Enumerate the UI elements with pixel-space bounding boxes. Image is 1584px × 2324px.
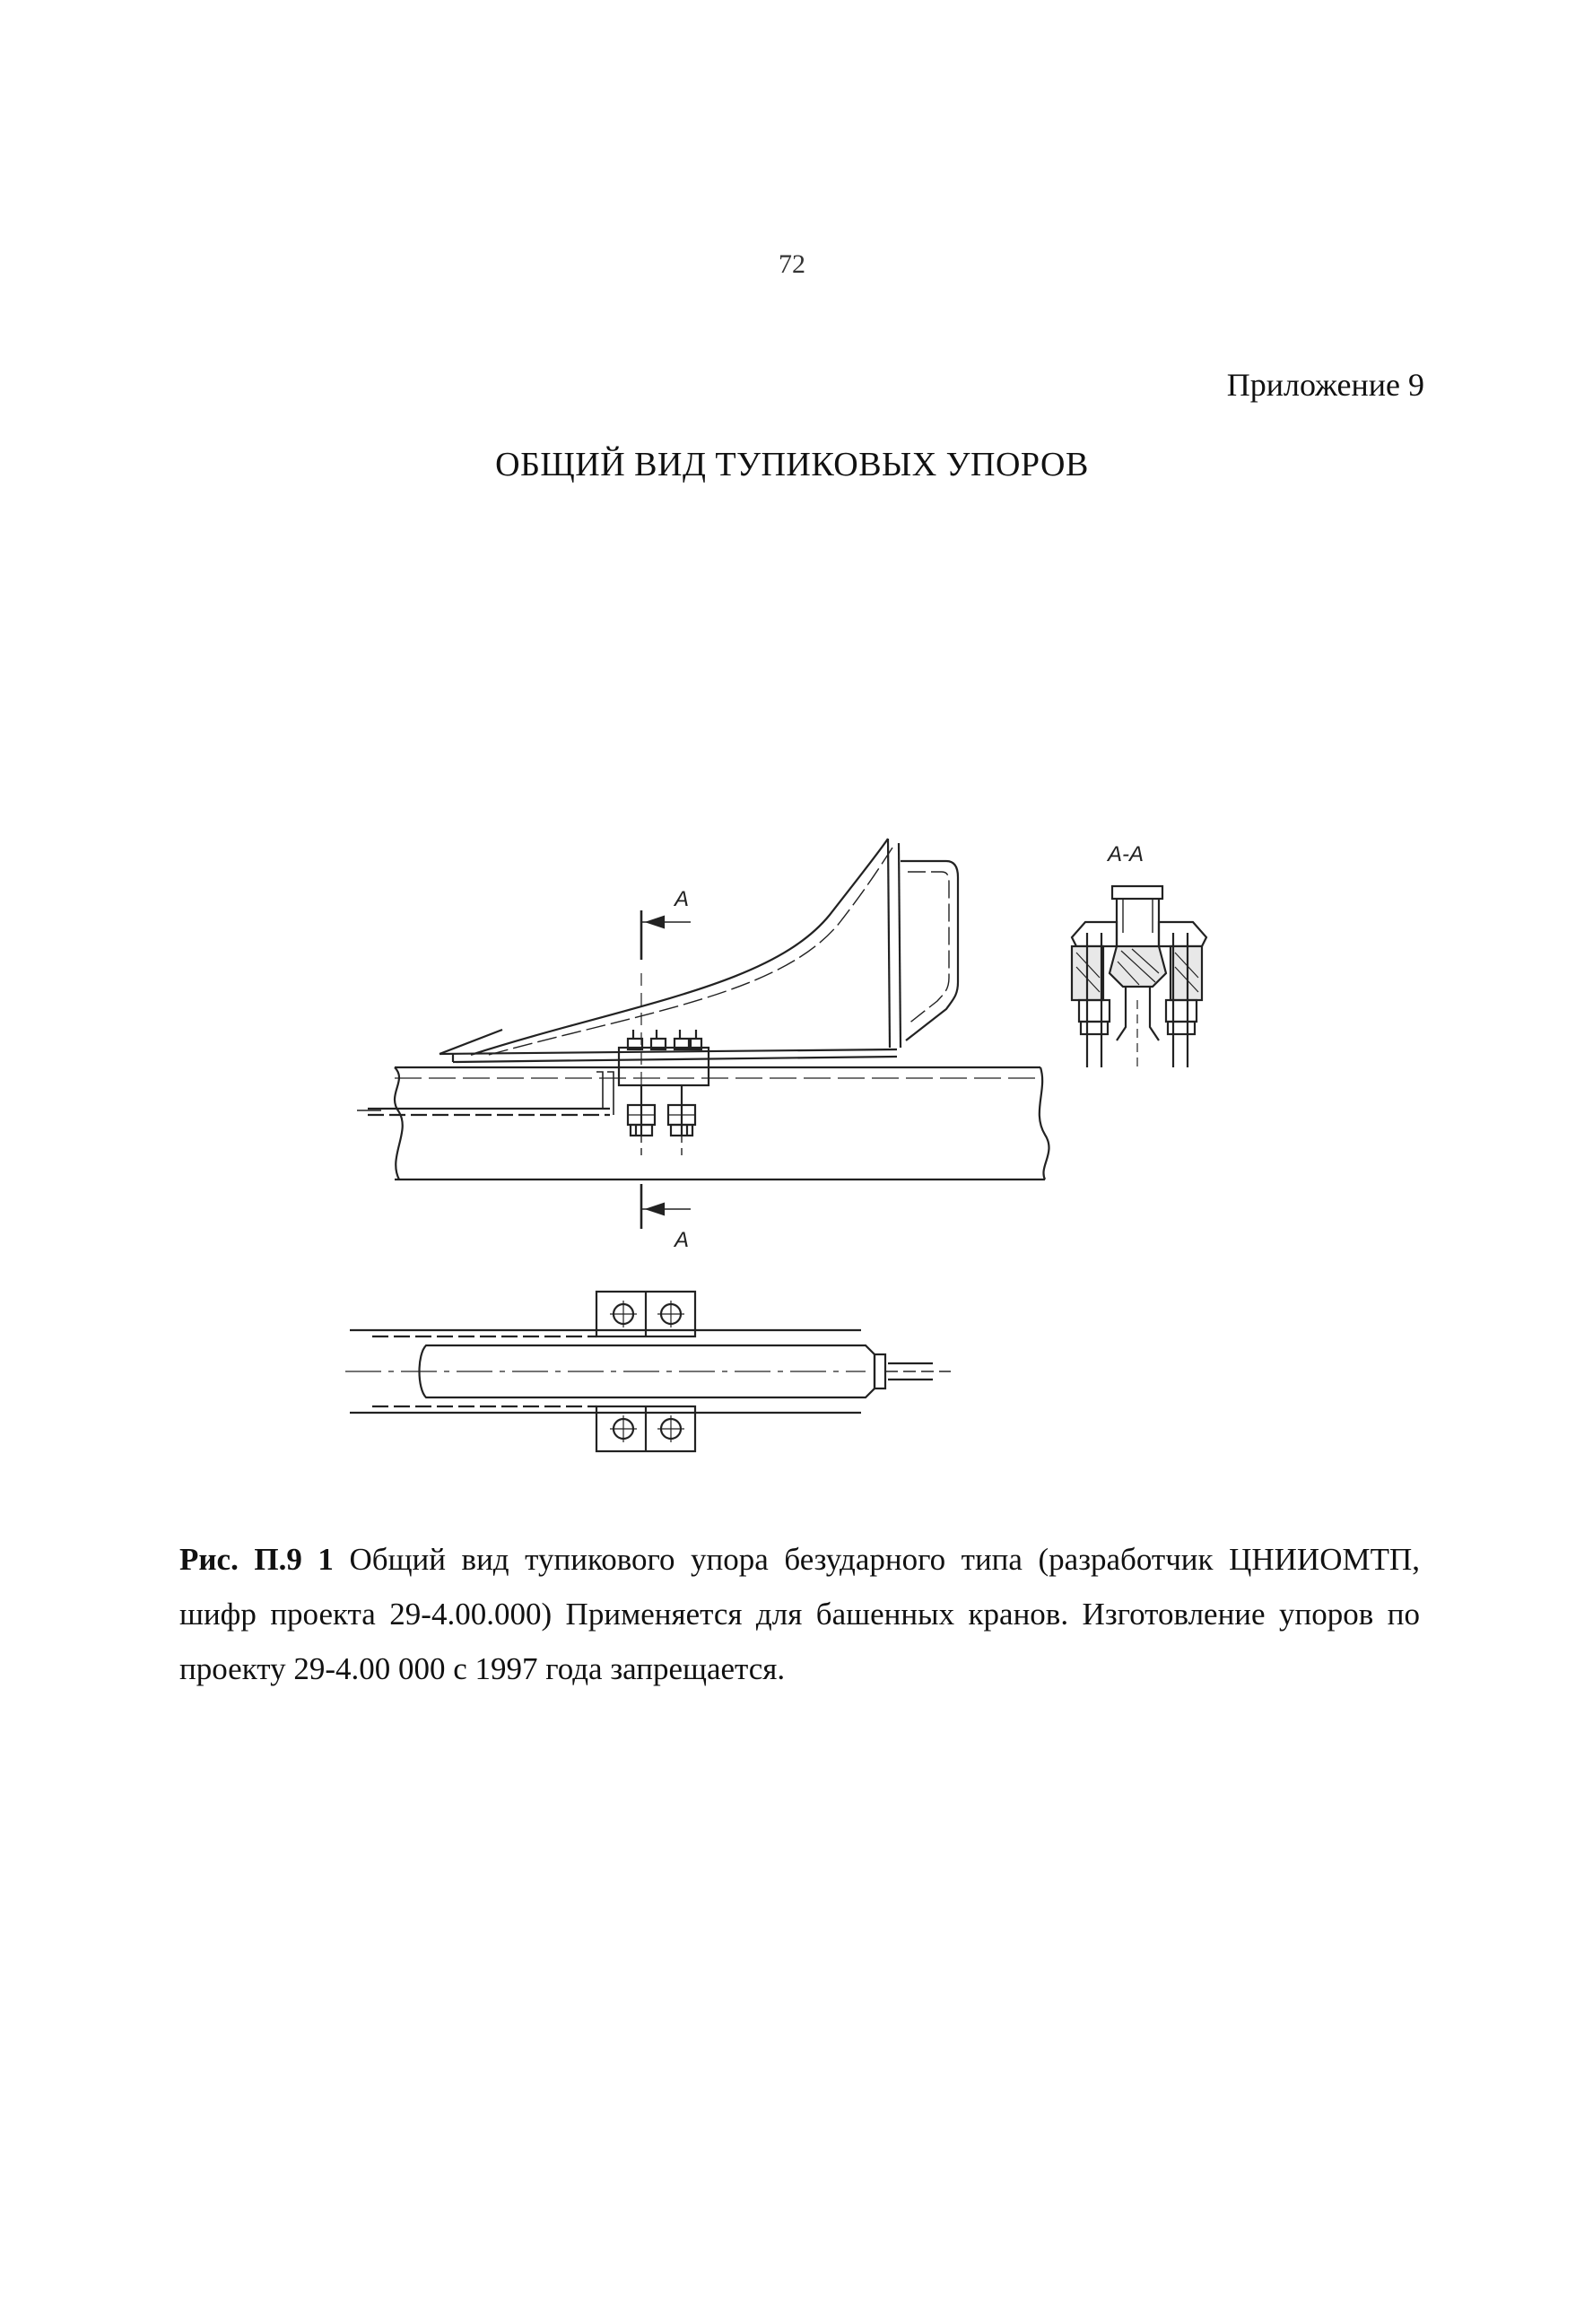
caption-figure-label: Рис. П.9 1 bbox=[179, 1542, 334, 1577]
caption-text: Общий вид тупикового упора безударного типа (разработчик ЦНИИОМТП, шифр проекта 29-4.00.000) Применяется для башенных кранов. Изготовление упоров по проекту 29-4.00 000 с 1997 года запрещается. bbox=[179, 1542, 1421, 1686]
figure-caption bbox=[179, 1532, 1420, 1696]
appendix-label: Приложение 9 bbox=[1226, 367, 1424, 403]
plan-view bbox=[345, 1292, 951, 1451]
page-title: ОБЩИЙ ВИД ТУПИКОВЫХ УПОРОВ bbox=[495, 446, 1089, 483]
section-label: А-А bbox=[1108, 842, 1144, 866]
cut-label-bottom: А bbox=[675, 1228, 690, 1252]
cut-label-top: А bbox=[675, 887, 690, 911]
side-view bbox=[357, 839, 1049, 1229]
page-number: 72 bbox=[779, 249, 805, 279]
section-a-a bbox=[1072, 886, 1206, 1072]
